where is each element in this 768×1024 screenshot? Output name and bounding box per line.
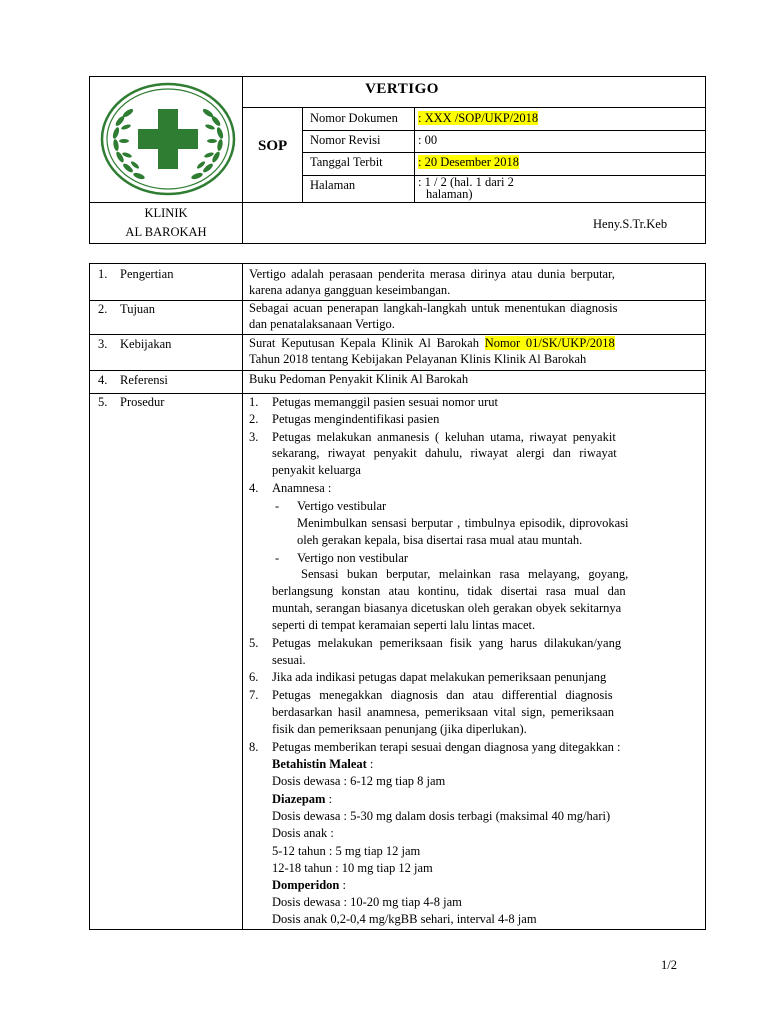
sub-title: Vertigo vestibular bbox=[297, 499, 387, 513]
row-num-tujuan: 2. bbox=[98, 302, 108, 316]
row-label-prosedur: Prosedur bbox=[120, 395, 165, 409]
row-num-referensi: 4. bbox=[98, 373, 108, 387]
drug-dose: 5-12 tahun : 5 mg tiap 12 jam bbox=[272, 844, 421, 858]
field-label-tanggal-terbit: Tanggal Terbit bbox=[310, 155, 383, 169]
drug-dose: Dosis dewasa : 5-30 mg dalam dosis terbagi (maksimal 40 mg/hari) bbox=[272, 809, 611, 823]
tujuan-text-2: dan penatalaksanaan Vertigo. bbox=[249, 317, 395, 331]
drug-dose: Dosis dewasa : 6-12 mg tiap 8 jam bbox=[272, 774, 446, 788]
header-table bbox=[89, 76, 706, 244]
field-value-halaman-cont: halaman) bbox=[426, 187, 473, 201]
clinic-name-line1: KLINIK bbox=[144, 206, 188, 220]
drug-dose: 12-18 tahun : 10 mg tiap 12 jam bbox=[272, 861, 433, 875]
sub-dash: - bbox=[275, 499, 280, 513]
step-text: Petugas menegakkan diagnosis dan atau differential diagnosis bbox=[272, 688, 613, 702]
row-label-pengertian: Pengertian bbox=[120, 267, 174, 281]
field-label-halaman: Halaman bbox=[310, 178, 356, 192]
step-num: 3. bbox=[249, 430, 259, 444]
field-label-nomor-dokumen: Nomor Dokumen bbox=[310, 111, 398, 125]
sub-text: Menimbulkan sensasi berputar , timbulnya episodik, diprovokasi bbox=[297, 516, 629, 530]
row-label-kebijakan: Kebijakan bbox=[120, 337, 172, 351]
kebijakan-text-1: Surat Keputusan Kepala Klinik Al Barokah Nomor 01/SK/UKP/2018 bbox=[249, 336, 615, 350]
step-num: 2. bbox=[249, 412, 259, 426]
clinic-logo bbox=[98, 81, 238, 197]
sub-text: oleh gerakan kepala, bisa disertai rasa mual atau muntah. bbox=[297, 533, 583, 547]
step-text: Petugas melakukan anmanesis ( keluhan utama, riwayat penyakit bbox=[272, 430, 616, 444]
row-label-referensi: Referensi bbox=[120, 373, 168, 387]
field-value-halaman: : 1 / 2 (hal. 1 dari 2 bbox=[418, 175, 514, 189]
drug-dose: Dosis dewasa : 10-20 mg tiap 4-8 jam bbox=[272, 895, 462, 909]
drug-dose: Dosis anak 0,2-0,4 mg/kgBB sehari, interval 4-8 jam bbox=[272, 912, 537, 926]
drug-dose: Dosis anak : bbox=[272, 826, 334, 840]
page-number: 1/2 bbox=[661, 958, 677, 972]
drug-name: Domperidon : bbox=[272, 878, 346, 892]
referensi-text: Buku Pedoman Penyakit Klinik Al Barokah bbox=[249, 372, 469, 386]
document-title: VERTIGO bbox=[365, 81, 439, 97]
drug-name: Betahistin Maleat : bbox=[272, 757, 374, 771]
sub-dash: - bbox=[275, 551, 280, 565]
drug-name: Diazepam : bbox=[272, 792, 333, 806]
procedure-table bbox=[89, 263, 706, 930]
step-text: Petugas mengindentifikasi pasien bbox=[272, 412, 440, 426]
step-text: Jika ada indikasi petugas dapat melakukan pemeriksaan penunjang bbox=[272, 670, 607, 684]
sub-text: seperti di tempat keramaian seperti lalu lintas macet. bbox=[272, 618, 536, 632]
signatory-name: Heny.S.Tr.Keb bbox=[593, 217, 668, 231]
row-num-kebijakan: 3. bbox=[98, 337, 108, 351]
step-text: Petugas memanggil pasien sesuai nomor urut bbox=[272, 395, 499, 409]
sub-text: muntah, serangan biasanya dicetuskan oleh gerakan obyek sekitarnya bbox=[272, 601, 622, 615]
row-label-tujuan: Tujuan bbox=[120, 302, 155, 316]
step-num: 1. bbox=[249, 395, 259, 409]
field-value-nomor-dokumen: : XXX /SOP/UKP/2018 bbox=[418, 111, 539, 125]
field-value-nomor-revisi: : 00 bbox=[418, 133, 438, 147]
row-num-pengertian: 1. bbox=[98, 267, 108, 281]
step-num: 6. bbox=[249, 670, 259, 684]
step-text: sekarang, riwayat penyakit dahulu, riwayat alergi dan riwayat bbox=[272, 446, 617, 460]
step-num: 7. bbox=[249, 688, 259, 702]
step-num: 5. bbox=[249, 636, 259, 650]
step-num: 4. bbox=[249, 481, 259, 495]
step-text: Petugas melakukan pemeriksaan fisik yang harus dilakukan/yang bbox=[272, 636, 622, 650]
step-text: penyakit keluarga bbox=[272, 463, 361, 477]
field-value-tanggal-terbit: : 20 Desember 2018 bbox=[418, 155, 520, 169]
tujuan-text-1: Sebagai acuan penerapan langkah-langkah untuk menentukan diagnosis bbox=[249, 301, 618, 315]
pengertian-text-2: karena adanya gangguan keseimbangan. bbox=[249, 283, 451, 297]
sop-label: SOP bbox=[258, 138, 288, 154]
sub-title: Vertigo non vestibular bbox=[297, 551, 409, 565]
row-num-prosedur: 5. bbox=[98, 395, 108, 409]
field-label-nomor-revisi: Nomor Revisi bbox=[310, 133, 381, 147]
step-text: sesuai. bbox=[272, 653, 306, 667]
step-text: Anamnesa : bbox=[272, 481, 332, 495]
clinic-name-line2: AL BAROKAH bbox=[125, 225, 207, 239]
step-text: Petugas memberikan terapi sesuai dengan diagnosa yang ditegakkan : bbox=[272, 740, 621, 754]
step-text: fisik dan pemeriksaan penunjang (jika diperlukan). bbox=[272, 722, 527, 736]
step-text: berdasarkan hasil anamnesa, pemeriksaan vital sign, pemeriksaan bbox=[272, 705, 615, 719]
sub-text: berlangsung konstan atau kontinu, tidak disertai rasa mual dan bbox=[272, 584, 626, 598]
sub-text: Sensasi bukan berputar, melainkan rasa melayang, goyang, bbox=[301, 567, 629, 581]
step-num: 8. bbox=[249, 740, 259, 754]
pengertian-text-1: Vertigo adalah perasaan penderita merasa dirinya atau dunia berputar, bbox=[249, 267, 615, 281]
kebijakan-text-2: Tahun 2018 tentang Kebijakan Pelayanan Klinis Klinik Al Barokah bbox=[249, 352, 587, 366]
